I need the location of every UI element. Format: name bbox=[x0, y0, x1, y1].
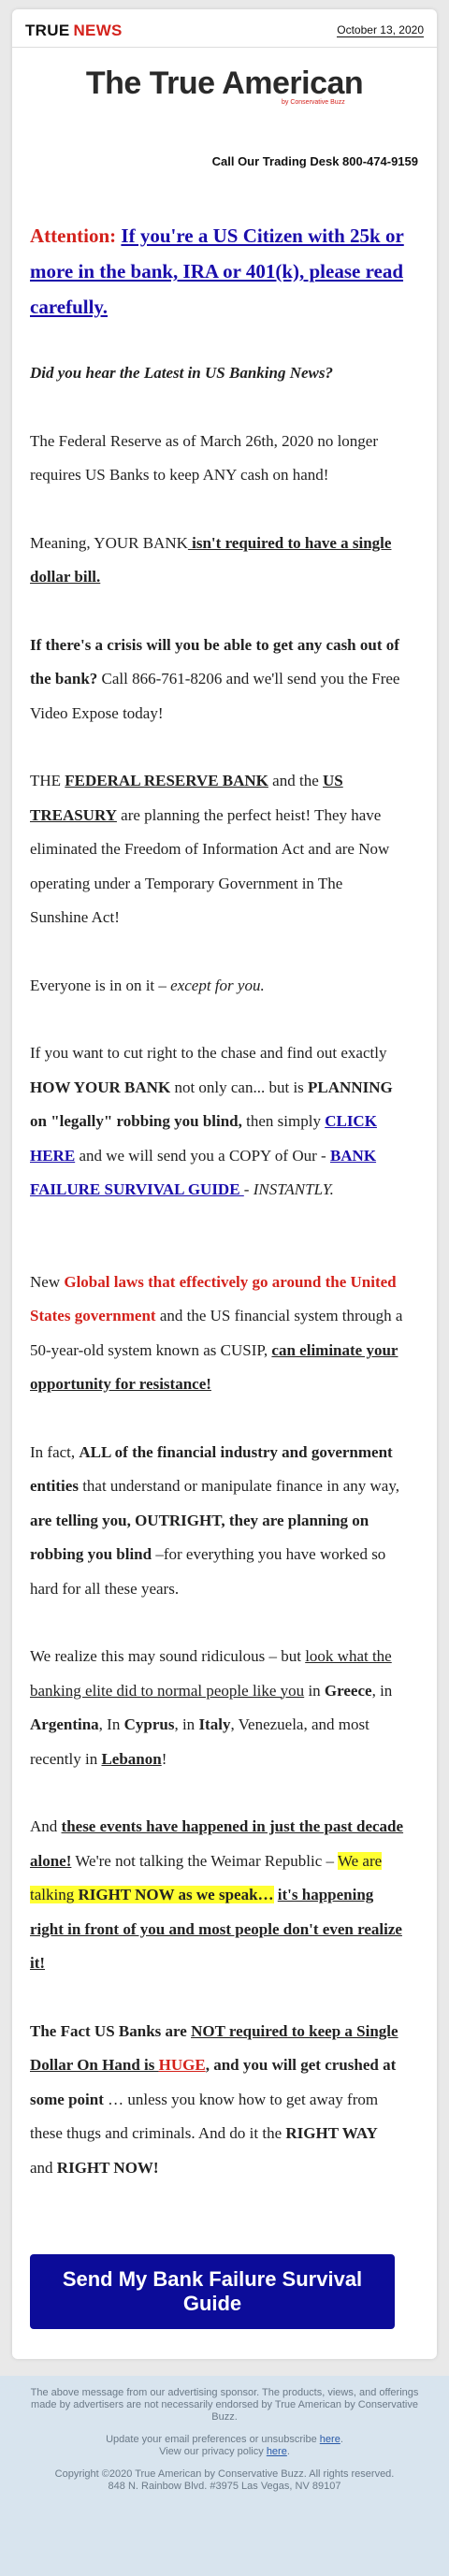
global-laws-paragraph: New Global laws that effectively go around the United States government and the US financial system through a 50-year-old system known as CUSIP, can eliminate your opportunity for resistance! bbox=[30, 1272, 403, 1393]
meaning-paragraph: Meaning, YOUR BANK isn't required to have a single dollar bill. bbox=[30, 533, 392, 586]
final-paragraph: The Fact US Banks are NOT required to keep a Single Dollar On Hand is HUGE, and you will get crushed at some point … unless you know how to get away from these thugs and criminals. And do it the RIGHT WAY and RIGHT NOW! bbox=[30, 2021, 398, 2177]
header-date: October 13, 2020 bbox=[337, 23, 424, 36]
chase-paragraph: If you want to cut right to the chase and find out exactly HOW YOUR BANK not only can... but is PLANNING on "legally" robbing you blind, then simply CLICK HERE and we will send you a COPY of Our - BANK FAILURE SURVIVAL GUIDE - INSTANTLY. bbox=[30, 1044, 393, 1198]
footer-disclaimer: The above message from our advertising sponsor. The products, views, and offerings made by advertisers are not necessarily endorsed by True American by Conservative Buzz. bbox=[30, 2387, 419, 2423]
masthead-title: The True American bbox=[85, 65, 364, 101]
attention-link[interactable]: If you're a US Citizen with 25k or more in the bank, IRA or 401(k), please read carefully. bbox=[30, 224, 404, 318]
masthead-subtitle: by Conservative Buzz bbox=[282, 99, 345, 106]
footer-copyright: Copyright ©2020 True American by Conservative Buzz. All rights reserved. bbox=[54, 2468, 395, 2480]
events-paragraph: And these events have happened in just the past decade alone! We're not talking the Weimar Republic – We are talking RIGHT NOW as we speak… it's happening right in front of you and most people don't even realize it! bbox=[30, 1817, 404, 1972]
brand-true: TRUE bbox=[25, 22, 70, 39]
click-here-link[interactable]: CLICK HERE bbox=[30, 1112, 377, 1165]
footer-text bbox=[23, 2387, 426, 2503]
footer-address: 848 N. Rainbow Blvd. #3975 Las Vegas, NV 89107 bbox=[108, 2481, 341, 2492]
latest-news-question: Did you hear the Latest in US Banking News? bbox=[30, 364, 333, 382]
footer-preferences: Update your email preferences or unsubscribe here. bbox=[106, 2434, 343, 2445]
email-body bbox=[30, 218, 404, 2219]
brand-news: NEWS bbox=[73, 22, 123, 39]
financial-industry-paragraph: In fact, ALL of the financial industry and government entities that understand or manipulate finance in any way, are telling you, OUTRIGHT, they are planning on robbing you blind –for everything you have worked so hard for all these years. bbox=[30, 1442, 399, 1598]
email-header bbox=[12, 9, 437, 37]
privacy-policy-link[interactable]: here bbox=[266, 2446, 287, 2457]
brand-logo[interactable] bbox=[25, 22, 123, 40]
masthead-logo[interactable] bbox=[12, 65, 437, 106]
header-divider bbox=[12, 47, 437, 48]
federal-reserve-paragraph: The Federal Reserve as of March 26th, 2020 no longer requires US Banks to keep ANY cash on hand! bbox=[30, 431, 378, 484]
email-footer bbox=[0, 2376, 449, 2576]
banking-elite-paragraph: We realize this may sound ridiculous – but look what the banking elite did to normal people like you in Greece, in Argentina, In Cyprus, in Italy, Venezuela, and most recently in Lebanon! bbox=[30, 1647, 393, 1768]
crisis-paragraph: If there's a crisis will you be able to get any cash out of the bank? Call 866-761-8206 and we'll send you the Free Video Expose today! bbox=[30, 635, 400, 722]
survival-guide-button[interactable]: Send My Bank Failure Survival Guide bbox=[30, 2254, 395, 2329]
heist-paragraph: THE FEDERAL RESERVE BANK and the US TREASURY are planning the perfect heist! They have eliminated the Freedom of Information Act and are Now operating under a Temporary Government in The Sunshine Act! bbox=[30, 772, 390, 926]
everyone-paragraph: Everyone is in on it – except for you. bbox=[30, 976, 265, 994]
unsubscribe-link[interactable]: here bbox=[319, 2434, 340, 2445]
trading-desk-phone: Call Our Trading Desk 800-474-9159 bbox=[211, 154, 418, 168]
attention-heading bbox=[30, 218, 404, 325]
footer-privacy: View our privacy policy here. bbox=[159, 2446, 290, 2457]
attention-label: Attention: bbox=[30, 224, 117, 247]
survival-guide-link[interactable]: BANK FAILURE SURVIVAL GUIDE bbox=[30, 1146, 377, 1198]
